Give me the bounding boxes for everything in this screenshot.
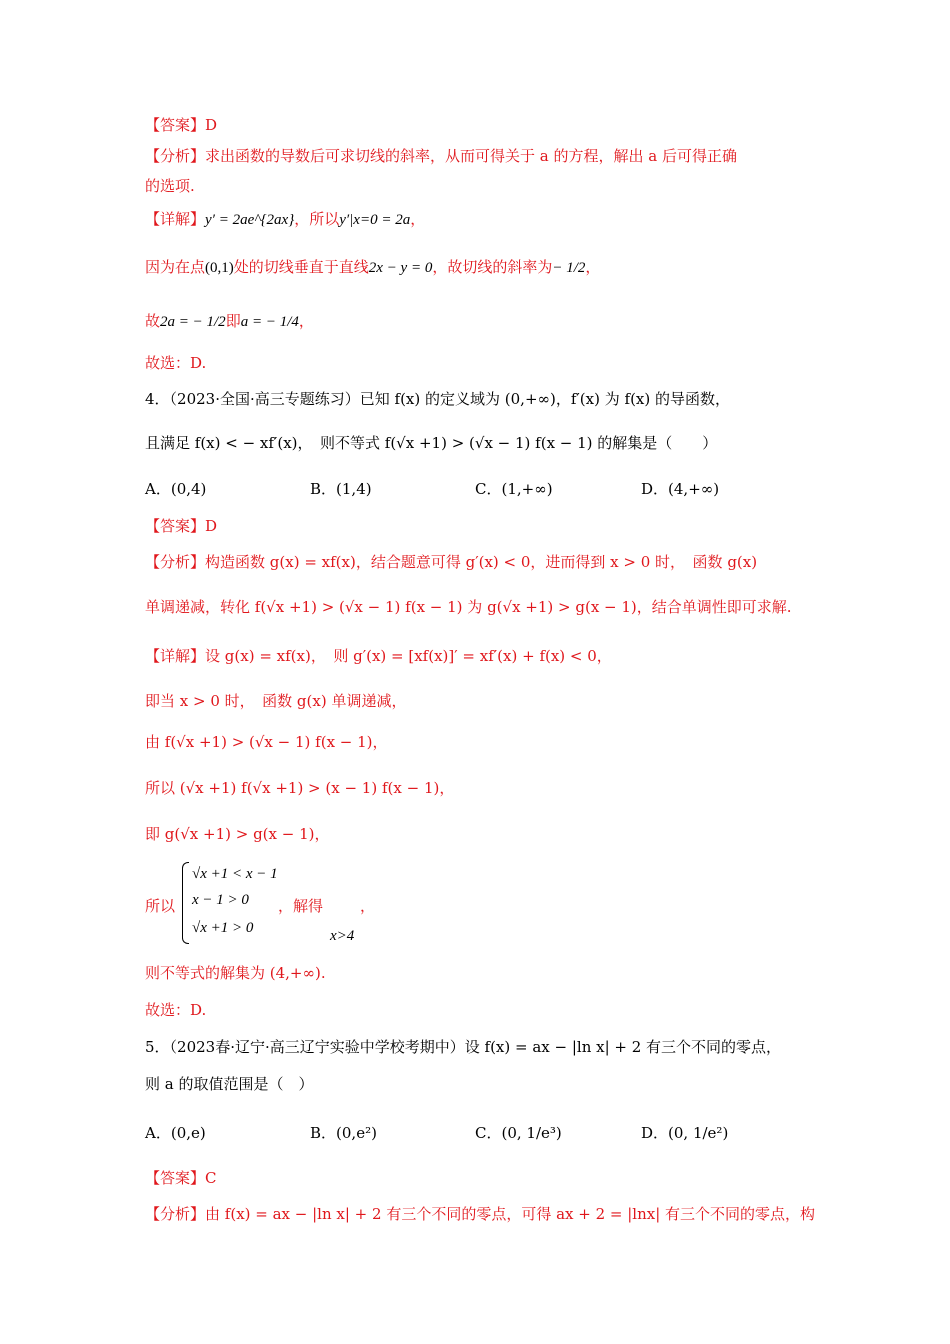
q4-analysis-line-1 — [145, 551, 757, 573]
answer-tag: 【答案】 — [145, 116, 206, 134]
q3-answer-line — [145, 114, 217, 136]
analysis-tag: 【分析】 — [145, 553, 206, 571]
q4-detail-line-4: 所以 (√x +1) f(√x +1) > (x − 1) f(x − 1)， — [145, 779, 455, 797]
slope-value: − 1/2 — [552, 260, 586, 276]
q3-detail-line-1 — [145, 208, 425, 231]
option-value: (0,4) — [170, 480, 207, 498]
system-inequality-2: x − 1 > 0 — [192, 892, 249, 908]
q5-stem-line-2: 则 a 的取值范围是（ ） — [145, 1075, 314, 1093]
system-brace — [182, 862, 189, 944]
q3-choose: 故选：D. — [145, 354, 207, 372]
detail-text: 处的切线垂直于直线 — [233, 258, 369, 276]
system-inequality-1: √x +1 < x − 1 — [192, 866, 278, 882]
q4-option-d — [641, 478, 719, 499]
option-label: C． — [475, 480, 502, 498]
punct: ， — [360, 897, 376, 915]
q4-choose: 故选：D. — [145, 1001, 207, 1019]
option-value: (1,4) — [336, 480, 372, 498]
q3-detail-line-2 — [145, 256, 600, 279]
option-label: B． — [310, 480, 337, 498]
option-label: D． — [641, 480, 669, 498]
detail-text: 设 g(x) = xf(x)， 则 g′(x) = [xf(x)]′ = xf′(x) + f(x) < 0， — [205, 647, 612, 665]
q4-analysis-line-2: 单调递减，转化 f(√x +1) > (√x − 1) f(x − 1) 为 g(√x +1) > g(x − 1)，结合单调性即可求解. — [145, 598, 792, 616]
detail-tag: 【详解】 — [145, 210, 206, 228]
detail-text: ，故切线的斜率为 — [432, 258, 553, 276]
detail-text: ，所以 — [294, 210, 340, 228]
option-label: A． — [145, 1124, 171, 1142]
option-value: (0, 1/e³) — [501, 1124, 562, 1142]
answer-tag: 【答案】 — [145, 1169, 206, 1187]
detail-text: 因为在点 — [145, 258, 206, 276]
analysis-tag: 【分析】 — [145, 147, 206, 165]
q4-option-c — [475, 478, 553, 499]
punct: ， — [585, 258, 601, 276]
q4-option-a — [145, 478, 206, 499]
q4-detail-line-7: 则不等式的解集为 (4,+∞). — [145, 964, 326, 982]
line-formula: 2x − y = 0 — [368, 260, 433, 276]
answer-value: D — [205, 116, 218, 134]
option-label: A． — [145, 480, 171, 498]
a-value: a = − 1/4 — [240, 314, 299, 330]
slope-formula: y′|x=0 = 2a — [339, 212, 411, 228]
analysis-text: 构造函数 g(x) = xf(x)，结合题意可得 g′(x) < 0，进而得到 x > 0 时， 函数 g(x) — [205, 553, 758, 571]
q4-detail-line-3: 由 f(√x +1) > (√x − 1) f(x − 1)， — [145, 733, 388, 751]
option-value: (1,+∞) — [501, 480, 553, 498]
q5-answer-line — [145, 1167, 217, 1189]
system-inequality-3: √x +1 > 0 — [192, 920, 254, 936]
punct: ， — [298, 312, 314, 330]
answer-value: C — [205, 1169, 217, 1187]
q4-detail-line-1 — [145, 645, 612, 667]
q4-detail-line-5: 即 g(√x +1) > g(x − 1)， — [145, 825, 330, 843]
detail-tag: 【详解】 — [145, 647, 206, 665]
analysis-text: 由 f(x) = ax − |ln x| + 2 有三个不同的零点，可得 ax + 2 = |lnx| 有三个不同的零点，构 — [205, 1205, 816, 1223]
q4-option-b — [310, 478, 372, 499]
option-value: (0,e²) — [336, 1124, 377, 1142]
q5-stem-line-1: 5．（2023春·辽宁·高三辽宁实验中学校考期中）设 f(x) = ax − |ln x| + 2 有三个不同的零点， — [145, 1038, 782, 1056]
option-value: (4,+∞) — [668, 480, 720, 498]
q5-analysis-line-1 — [145, 1203, 815, 1225]
answer-value: D — [205, 517, 218, 535]
analysis-tag: 【分析】 — [145, 1205, 206, 1223]
option-label: D． — [641, 1124, 669, 1142]
q4-stem-line-2: 且满足 f(x) < − xf′(x)， 则不等式 f(√x +1) > (√x − 1) f(x − 1) 的解集是（ ） — [145, 434, 718, 452]
option-label: C． — [475, 1124, 502, 1142]
q5-option-c — [475, 1122, 562, 1143]
answer-tag: 【答案】 — [145, 517, 206, 535]
detail-text: 即 — [225, 312, 241, 330]
solve-label: ，解得 — [278, 897, 324, 915]
q4-stem-line-1: 4．（2023·全国·高三专题练习）已知 f(x) 的定义域为 (0,+∞)，f′(x) 为 f(x) 的导函数， — [145, 390, 730, 408]
solve-result: x>4 — [330, 928, 355, 944]
q3-detail-line-3 — [145, 310, 314, 333]
equation: 2a = − 1/2 — [160, 314, 226, 330]
q5-option-a — [145, 1122, 206, 1143]
q3-analysis-line-1 — [145, 145, 737, 167]
derivative-formula: y′ = 2ae^{2ax} — [205, 212, 295, 228]
option-label: B． — [310, 1124, 337, 1142]
q4-detail-line-2: 即当 x > 0 时， 函数 g(x) 单调递减， — [145, 692, 407, 710]
point-formula: (0,1) — [205, 260, 234, 276]
q3-analysis-line-2: 的选项. — [145, 177, 195, 195]
q4-detail-line-6-label: 所以 — [145, 897, 176, 915]
option-value: (0, 1/e²) — [668, 1124, 729, 1142]
q4-answer-line — [145, 515, 217, 537]
q5-option-b — [310, 1122, 377, 1143]
punct: ， — [410, 210, 426, 228]
q5-option-d — [641, 1122, 728, 1143]
detail-text: 故 — [145, 312, 161, 330]
option-value: (0,e) — [170, 1124, 206, 1142]
analysis-text: 求出函数的导数后可求切线的斜率，从而可得关于 a 的方程，解出 a 后可得正确 — [205, 147, 737, 165]
